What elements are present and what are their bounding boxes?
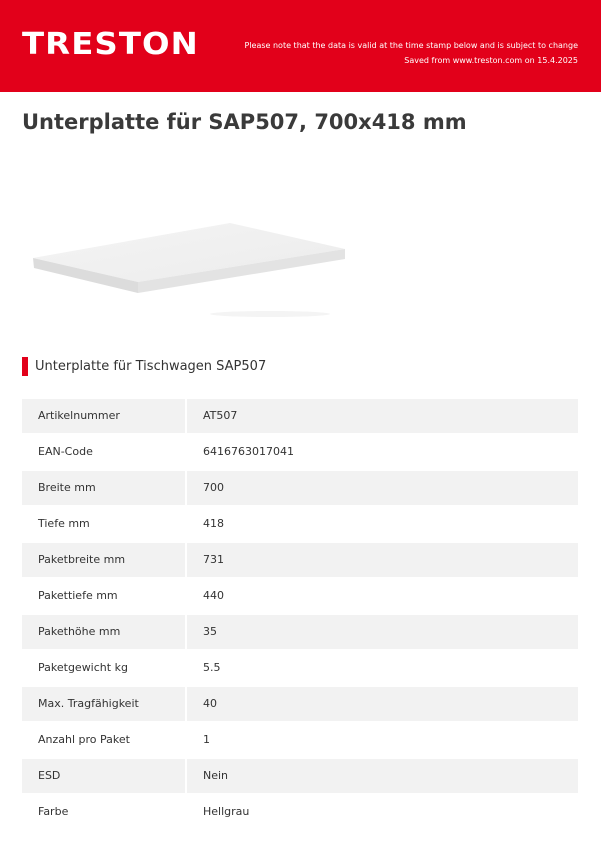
notice-line-saved: Saved from www.treston.com on 15.4.2025	[404, 56, 578, 65]
spec-label: EAN-Code	[38, 445, 93, 458]
page-header	[0, 0, 601, 92]
spec-value: Nein	[187, 759, 578, 793]
table-row	[22, 471, 578, 507]
table-row	[22, 687, 578, 723]
spec-value: 35	[187, 615, 578, 649]
table-row	[22, 543, 578, 579]
spec-label: Anzahl pro Paket	[38, 733, 130, 746]
spec-label: Tiefe mm	[38, 517, 90, 530]
spec-label: Farbe	[38, 805, 69, 818]
spec-value: 418	[203, 517, 224, 530]
spec-value: 700	[187, 471, 578, 505]
spec-label: Pakettiefe mm	[38, 589, 118, 602]
spec-label: Pakethöhe mm	[22, 615, 185, 649]
spec-value: AT507	[187, 399, 578, 433]
board-shadow	[210, 311, 330, 317]
specs-table	[22, 399, 578, 831]
table-row	[22, 435, 578, 471]
table-row	[22, 759, 578, 795]
spec-value: 40	[187, 687, 578, 721]
section-heading	[22, 357, 422, 377]
treston-logo[interactable]: TRESTON	[22, 27, 199, 62]
spec-value: 440	[203, 589, 224, 602]
section-accent-bar	[22, 357, 28, 376]
spec-label: Max. Tragfähigkeit	[22, 687, 185, 721]
notice-line-validity: Please note that the data is valid at the time stamp below and is subject to change	[244, 41, 578, 50]
spec-label: Breite mm	[22, 471, 185, 505]
table-row	[22, 651, 578, 687]
table-row	[22, 507, 578, 543]
spec-value: 5.5	[203, 661, 221, 674]
spec-value: 6416763017041	[203, 445, 294, 458]
table-row	[22, 399, 578, 435]
spec-label: ESD	[22, 759, 185, 793]
product-image	[30, 215, 350, 320]
spec-value: Hellgrau	[203, 805, 250, 818]
product-description: Unterplatte für Tischwagen SAP507	[35, 359, 267, 374]
spec-label: Artikelnummer	[22, 399, 185, 433]
spec-label: Paketgewicht kg	[38, 661, 128, 674]
spec-value: 731	[187, 543, 578, 577]
spec-value: 1	[203, 733, 210, 746]
spec-label: Paketbreite mm	[22, 543, 185, 577]
table-row	[22, 795, 578, 831]
table-row	[22, 723, 578, 759]
data-validity-notice	[244, 38, 578, 68]
table-row	[22, 579, 578, 615]
table-row	[22, 615, 578, 651]
page-title: Unterplatte für SAP507, 700x418 mm	[22, 110, 467, 134]
